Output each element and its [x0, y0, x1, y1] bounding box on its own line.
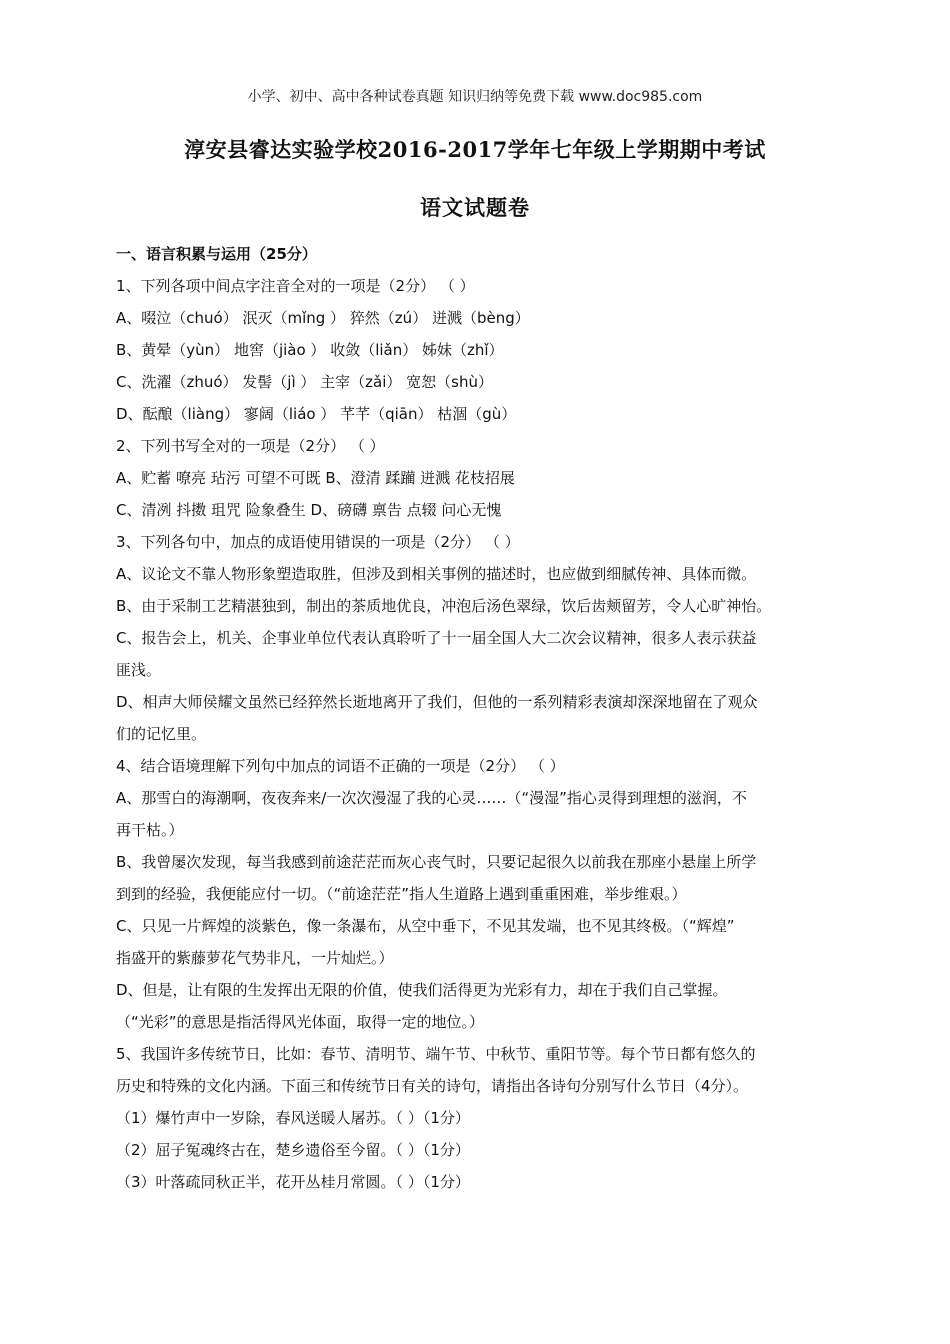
q4-option-c-line1: C、只见一片辉煌的淡紫色，像一条瀑布，从空中垂下，不见其发端，也不见其终极。（“辉煌” — [116, 917, 735, 935]
q3-stem: 3、下列各句中，加点的成语使用错误的一项是（2分） （ ） — [116, 533, 520, 551]
q3-option-c-line2: 匪浅。 — [116, 661, 162, 679]
q5-stem-line2: 历史和特殊的文化内涵。下面三和传统节日有关的诗句，请指出各诗句分别写什么节日（4分）。 — [116, 1077, 749, 1095]
q2-options-cd: C、清冽 抖擞 珇咒 险象叠生 D、磅礴 禀告 点辍 问心无愧 — [116, 501, 502, 519]
q1-option-a: A、啜泣（chuó） 泯灭（mǐng ） 猝然（zú） 迸溅（bèng） — [116, 309, 530, 327]
q4-option-c-line2: 指盛开的紫藤萝花气势非凡，一片灿烂。） — [116, 949, 394, 967]
q4-option-d-line2: （“光彩”的意思是指活得风光体面，取得一定的地位。） — [116, 1013, 485, 1031]
q4-option-b-line1: B、我曾屡次发现，每当我感到前途茫茫而灰心丧气时，只要记起很久以前我在那座小悬崖上所学 — [116, 853, 757, 871]
section-heading: 一、语言积累与运用（25分） — [116, 245, 317, 263]
q3-option-b: B、由于采制工艺精湛独到，制出的茶质地优良，冲泡后汤色翠绿，饮后齿颊留芳，令人心旷神怡。 — [116, 597, 772, 615]
exam-subtitle: 语文试题卷 — [420, 195, 530, 220]
q2-stem: 2、下列书写全对的一项是（2分） （ ） — [116, 437, 385, 455]
q3-option-c-line1: C、报告会上，机关、企事业单位代表认真聆听了十一届全国人大二次会议精神，很多人表示获益 — [116, 629, 757, 647]
exam-content — [116, 238, 841, 1198]
q2-options-ab: A、贮蓄 嘹亮 玷污 可望不可既 B、澄清 蹂躏 迸溅 花枝招展 — [116, 469, 515, 487]
q5-item-1: （1）爆竹声中一岁除，春风送暖人屠苏。（ ）（1分） — [116, 1109, 470, 1127]
q5-item-3: （3）叶落疏同秋正半，花开丛桂月常圆。（ ）（1分） — [116, 1173, 470, 1191]
q5-item-2: （2）屈子冤魂终古在，楚乡遗俗至今留。（ ）（1分） — [116, 1141, 470, 1159]
q3-option-d-line1: D、相声大师侯耀文虽然已经猝然长逝地离开了我们，但他的一系列精彩表演却深深地留在了观众 — [116, 693, 758, 711]
q1-stem: 1、下列各项中间点字注音全对的一项是（2分） （ ） — [116, 277, 475, 295]
site-header: 小学、初中、高中各种试卷真题 知识归纳等免费下载 www.doc985.com — [247, 89, 703, 105]
q4-stem: 4、结合语境理解下列句中加点的词语不正确的一项是（2分） （ ） — [116, 757, 565, 775]
q4-option-d-line1: D、但是，让有限的生发挥出无限的价值，使我们活得更为光彩有力，却在于我们自己掌握。 — [116, 981, 728, 999]
q5-stem-line1: 5、我国许多传统节日，比如：春节、清明节、端午节、中秋节、重阳节等。每个节日都有悠久的 — [116, 1045, 756, 1063]
q3-option-a: A、议论文不靠人物形象塑造取胜，但涉及到相关事例的描述时，也应做到细腻传神、具体而微。 — [116, 565, 757, 583]
exam-title: 淳安县睿达实验学校2016-2017学年七年级上学期期中考试 — [184, 137, 766, 162]
q4-option-b-line2: 到到的经验，我便能应付一切。（“前途茫茫”指人生道路上遇到重重困难，举步维艰。） — [116, 885, 687, 903]
q1-option-d: D、酝酿（liàng） 寥阔（liáo ） 芊芊（qiān） 枯涸（gù） — [116, 405, 517, 423]
q3-option-d-line2: 们的记忆里。 — [116, 725, 207, 743]
q4-option-a-line2: 再干枯。） — [116, 821, 184, 839]
q1-option-b: B、黄晕（yùn） 地窖（jiào ） 收敛（liǎn） 姊妹（zhǐ） — [116, 341, 504, 359]
q1-option-c: C、洗濯（zhuó） 发髻（jì ） 主宰（zǎi） 宽恕（shù） — [116, 373, 494, 391]
q4-option-a-line1: A、那雪白的海潮啊，夜夜奔来/一次次漫湿了我的心灵……（“漫湿”指心灵得到理想的滋润，不 — [116, 789, 747, 807]
